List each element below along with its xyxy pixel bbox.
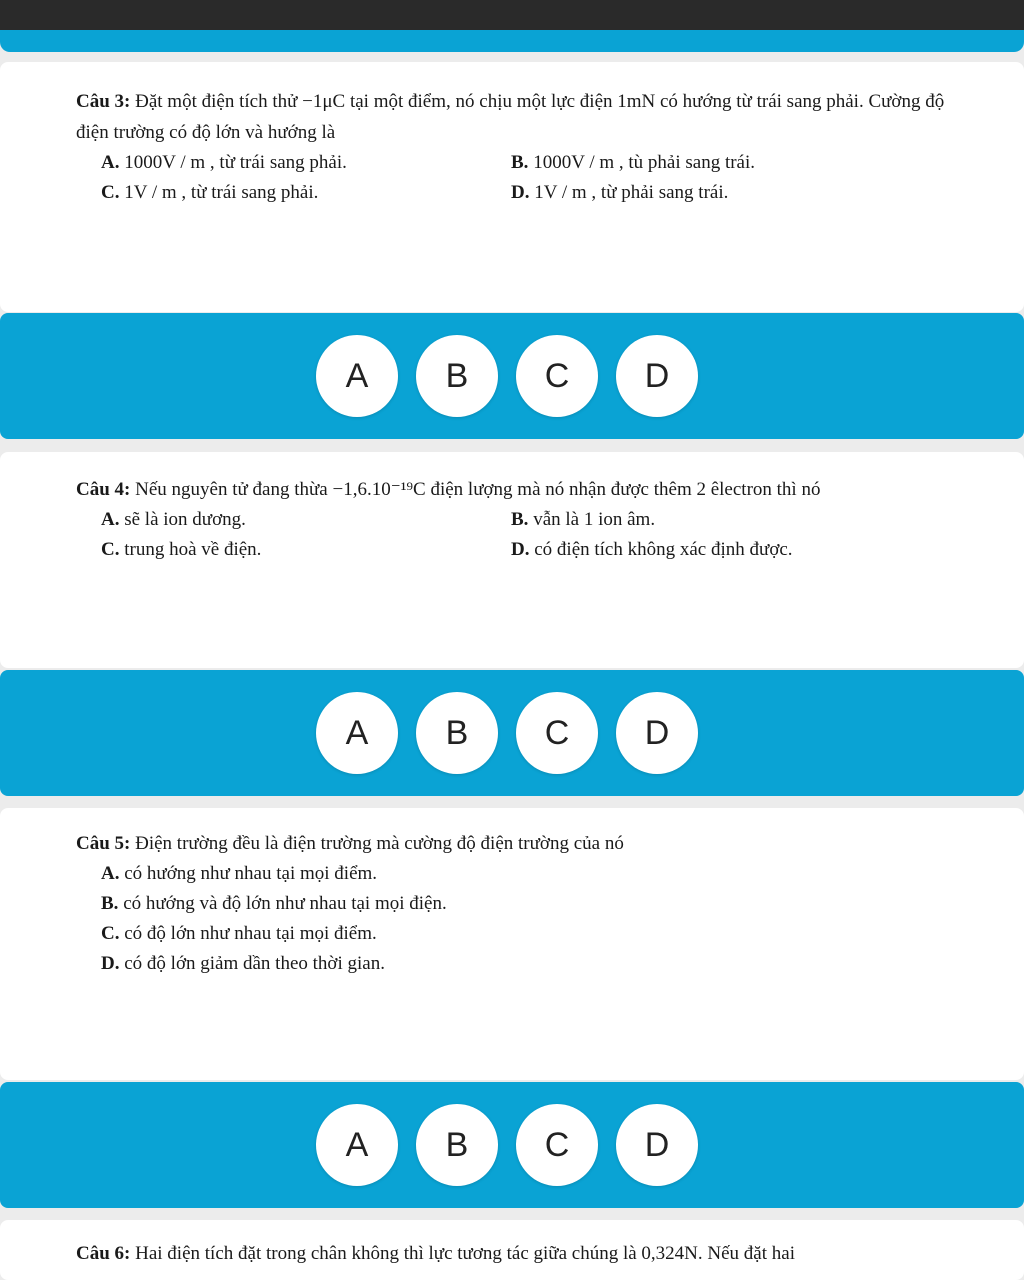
question-3-label: Câu 3:: [76, 91, 131, 112]
option-letter: C.: [101, 182, 120, 203]
option-letter: C.: [101, 923, 120, 944]
option-text: có độ lớn như nhau tại mọi điểm.: [119, 923, 377, 944]
question-6-text: [76, 1238, 948, 1269]
question-5-options: [76, 859, 948, 979]
answer-buttons-3: [316, 335, 698, 417]
question-4-option-b: [511, 505, 931, 535]
question-5-option-c: [101, 919, 948, 949]
question-6-label: Câu 6:: [76, 1243, 131, 1264]
answer-button-c[interactable]: C: [516, 692, 598, 774]
option-letter: A.: [101, 152, 120, 173]
question-card-4: [0, 452, 1024, 668]
option-text: có điện tích không xác định được.: [529, 539, 793, 560]
answer-button-b[interactable]: B: [416, 1104, 498, 1186]
option-text: có hướng như nhau tại mọi điểm.: [119, 863, 378, 884]
answer-button-d[interactable]: D: [616, 692, 698, 774]
question-3-option-b: [511, 148, 931, 178]
option-text: có hướng và độ lớn như nhau tại mọi điện.: [118, 893, 447, 914]
question-3-option-d: [511, 178, 931, 208]
question-4-options: [76, 505, 948, 565]
answer-band-5: [0, 1082, 1024, 1208]
question-3-body: Đặt một điện tích thử −1μC tại một điểm, nó chịu một lực điện 1mN có hướng từ trái sang phải. Cường độ điện trường có độ lớn và hướng là: [76, 91, 945, 143]
answer-button-d[interactable]: D: [616, 1104, 698, 1186]
option-text: có độ lớn giảm dần theo thời gian.: [119, 953, 385, 974]
question-5-option-b: [101, 889, 948, 919]
question-3-option-a: [101, 148, 511, 178]
answer-button-b[interactable]: B: [416, 692, 498, 774]
question-4-option-c: [101, 535, 511, 565]
option-letter: B.: [101, 893, 119, 914]
question-5-text: [76, 828, 948, 859]
answer-button-d[interactable]: D: [616, 335, 698, 417]
question-3-options: [76, 148, 948, 208]
option-letter: A.: [101, 509, 120, 530]
option-letter: B.: [511, 509, 529, 530]
answer-button-a[interactable]: A: [316, 692, 398, 774]
question-5-body: Điện trường đều là điện trường mà cường độ điện trường của nó: [130, 833, 624, 854]
option-letter: B.: [511, 152, 529, 173]
answer-button-c[interactable]: C: [516, 335, 598, 417]
question-6-body: Hai điện tích đặt trong chân không thì lực tương tác giữa chúng là 0,324N. Nếu đặt hai: [130, 1243, 795, 1264]
question-3-text: [76, 86, 948, 148]
option-text: sẽ là ion dương.: [119, 509, 246, 530]
answer-button-a[interactable]: A: [316, 1104, 398, 1186]
answer-button-a[interactable]: A: [316, 335, 398, 417]
option-text: 1V / m , từ trái sang phải.: [119, 182, 319, 203]
question-5-option-d: [101, 949, 948, 979]
question-4-label: Câu 4:: [76, 479, 131, 500]
answer-button-c[interactable]: C: [516, 1104, 598, 1186]
top-bar: [0, 0, 1024, 30]
option-text: 1V / m , từ phải sang trái.: [529, 182, 729, 203]
option-letter: C.: [101, 539, 120, 560]
option-text: 1000V / m , tù phải sang trái.: [528, 152, 756, 173]
option-text: trung hoà về điện.: [119, 539, 262, 560]
question-5-label: Câu 5:: [76, 833, 131, 854]
question-5-option-a: [101, 859, 948, 889]
answer-button-b[interactable]: B: [416, 335, 498, 417]
answer-buttons-4: [316, 692, 698, 774]
option-letter: D.: [101, 953, 120, 974]
question-4-option-d: [511, 535, 931, 565]
answer-band-4: [0, 670, 1024, 796]
question-card-3: [0, 62, 1024, 312]
question-4-body: Nếu nguyên tử đang thừa −1,6.10⁻¹⁹C điện lượng mà nó nhận được thêm 2 êlectron thì nó: [130, 479, 821, 500]
option-letter: A.: [101, 863, 120, 884]
question-card-6: [0, 1220, 1024, 1280]
top-accent-strip: [0, 30, 1024, 52]
answer-band-3: [0, 313, 1024, 439]
answer-buttons-5: [316, 1104, 698, 1186]
option-letter: D.: [511, 182, 530, 203]
option-text: vẫn là 1 ion âm.: [528, 509, 656, 530]
option-letter: D.: [511, 539, 530, 560]
question-3-option-c: [101, 178, 511, 208]
question-4-text: [76, 474, 948, 505]
question-card-5: [0, 808, 1024, 1080]
option-text: 1000V / m , từ trái sang phải.: [119, 152, 347, 173]
question-4-option-a: [101, 505, 511, 535]
